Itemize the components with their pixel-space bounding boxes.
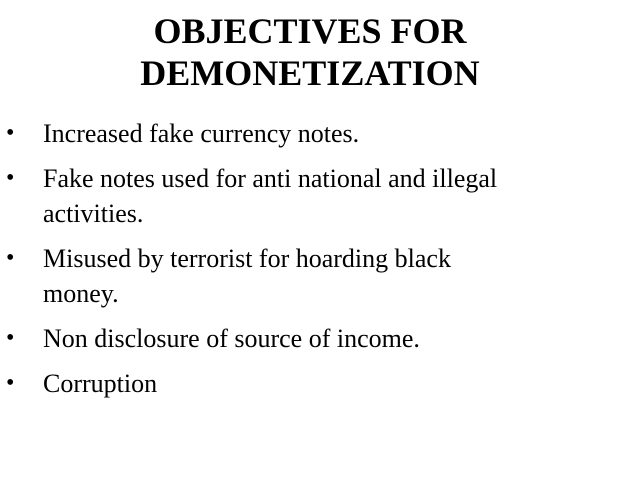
bullet-item [0, 116, 630, 151]
bullet-line: Misused by terrorist for hoarding black [43, 244, 451, 273]
bullet-marker: • [6, 370, 15, 396]
bullet-line: Increased fake currency notes. [43, 119, 360, 148]
bullet-text [43, 161, 630, 231]
bullet-item [0, 366, 630, 401]
bullet-line: Non disclosure of source of income. [43, 324, 420, 353]
bullet-text [43, 366, 630, 401]
bullet-text [43, 241, 630, 311]
title-line-2: DEMONETIZATION [140, 53, 480, 93]
bullet-text [43, 321, 630, 356]
bullet-marker: • [6, 165, 15, 191]
bullet-marker: • [6, 325, 15, 351]
slide-title [0, 10, 620, 94]
bullet-list [0, 116, 630, 411]
bullet-line: Corruption [43, 369, 158, 398]
bullet-item [0, 321, 630, 356]
bullet-marker: • [6, 120, 15, 146]
bullet-text [43, 116, 630, 151]
bullet-line: Fake notes used for anti national and illegal [43, 164, 498, 193]
bullet-line: money. [43, 279, 119, 308]
bullet-line: activities. [43, 199, 144, 228]
bullet-item [0, 241, 630, 311]
title-line-1: OBJECTIVES FOR [153, 11, 467, 51]
bullet-marker: • [6, 245, 15, 271]
bullet-item [0, 161, 630, 231]
